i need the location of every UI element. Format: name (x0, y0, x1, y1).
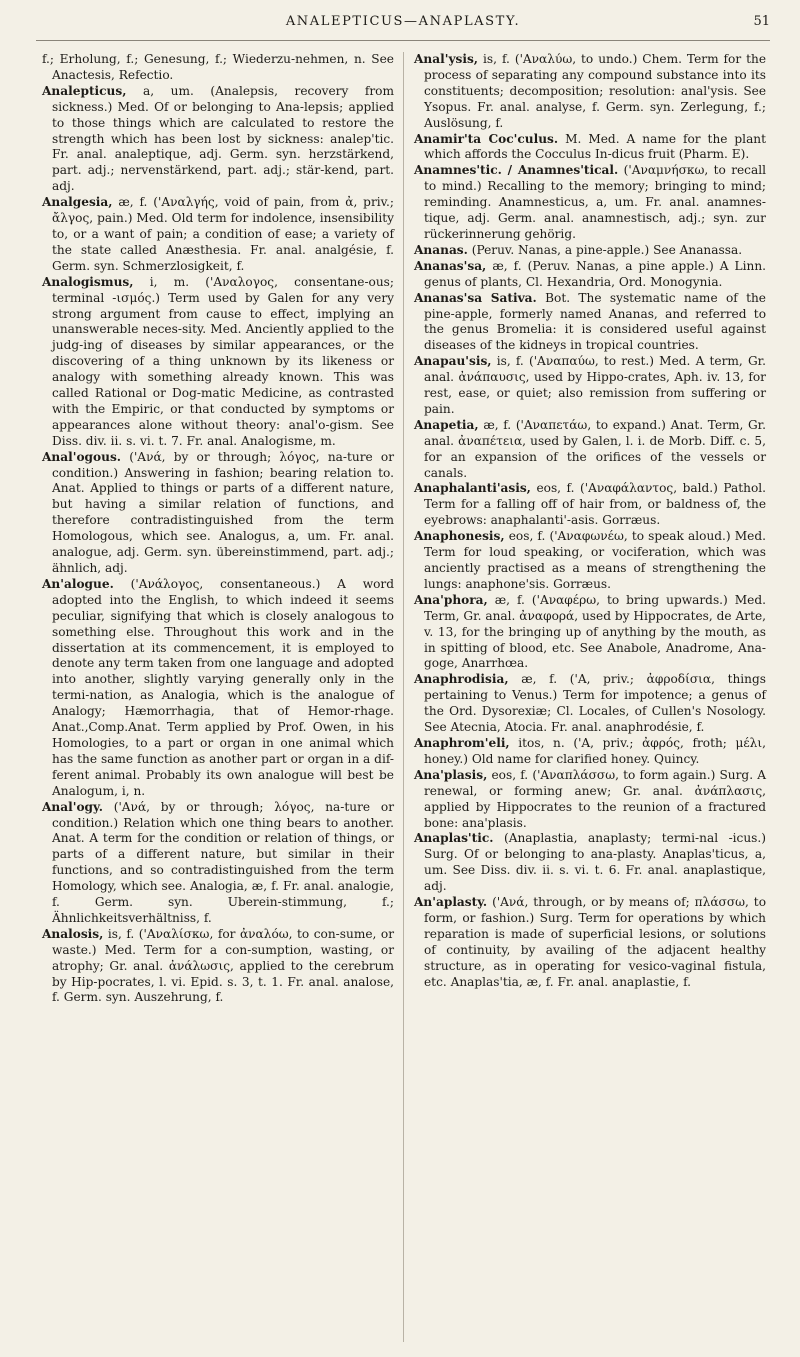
dictionary-entry (414, 672, 766, 736)
page-number: 51 (753, 14, 770, 29)
entry-headword: Anaphonesis, (414, 529, 505, 544)
dictionary-entry (42, 800, 394, 927)
dictionary-entry (414, 736, 766, 768)
entry-text: ('Ανά, by or through; λόγος, na-ture or condition.) Answering in fashion; bearing relation to. Anat. Applied to things or parts of a different nature, but having a similar relation of functions, and therefore contradistinguished from the term Homologous, which see. Analogus, a, um. Fr. anal. analogue, adj. Germ. syn. übereinstimmend, part. adj.; ähnlich, adj. (52, 449, 394, 575)
entry-headword: Analgesia, (42, 195, 113, 210)
entry-text: æ, f. ('Αναλγής, void of pain, from ἀ, priv.; ἄλγος, pain.) Med. Old term for indolence, insensibility to, or a want of pain; a condition of ease; a variety of the state called Anæsthesia. Fr. anal. analgésie, f. Germ. syn. Schmerzlosigkeit, f. (52, 195, 394, 273)
right-column (414, 52, 766, 990)
dictionary-entry (414, 768, 766, 832)
entry-text: æ, f. ('Αναπετάω, to expand.) Anat. Term, Gr. anal. ἀναπέτεια, used by Galen, l. i. de Morb. Diff. c. 5, for an expansion of the orifices of the vessels or canals. (424, 417, 767, 480)
dictionary-entry (42, 927, 394, 1007)
dictionary-entry (42, 52, 394, 84)
left-column (42, 52, 394, 1006)
dictionary-entry (414, 243, 766, 259)
entry-headword: Anaplas'tic. (414, 831, 494, 846)
dictionary-entry (414, 52, 766, 132)
entry-text: (Anaplastia, anaplasty; termi-nal -icus.) Surg. Of or belonging to ana-plasty. Anaplas'ticus, a, um. See Diss. div. ii. s. vi. t. 6. Fr. anal. anaplastique, adj. (424, 831, 766, 894)
column-divider (403, 52, 404, 1342)
entry-text: eos, f. ('Αναφωνέω, to speak aloud.) Med. Term for loud speaking, or vociferation, which was anciently practised as a means of strengthening the lungs: anaphone'sis. Gorræus. (424, 529, 767, 591)
entry-headword: Anamnes'tic. / Anamnes'tical. (414, 163, 619, 178)
entry-headword: Anaphalanti'asis, (414, 481, 531, 496)
entry-headword: An'alogue. (42, 576, 114, 591)
entry-text: (Peruv. Nanas, a pine-apple.) See Ananassa. (471, 242, 743, 257)
entry-headword: Ana'phora, (414, 592, 488, 607)
entry-headword: Ananas. (414, 242, 468, 257)
dictionary-entry (42, 577, 394, 800)
entry-text: i, m. ('Αναλογος, consentane-ous; terminal -ισμός.) Term used by Galen for any very strong argument from cause to effect, implying an unanswerable neces-sity. Med. Anciently applied to the judg-ing of diseases by similar appearances, or the discovering of a thing unknown by its likeness or analogy with something already known. This was called Rational or Dog-matic Medicine, as contrasted with the Empiric, or that conducted by symptoms or appearances alone without theory: anal'o-gism. See Diss. div. ii. s. vi. t. 7. Fr. anal. Analogisme, m. (52, 274, 394, 448)
dictionary-entry (414, 831, 766, 895)
entry-text: æ, f. ('Α, priv.; ἀφροδίσια, things pertaining to Venus.) Term for impotence; a genus of the Ord. Dysorexiæ; Cl. Locales, of Cullen's Nosology. See Atecnia, Atocia. Fr. anal. anaphrodésie, f. (424, 672, 767, 735)
entry-text: æ, f. (Peruv. Nanas, a pine apple.) A Linn. genus of plants, Cl. Hexandria, Ord. Monogynia. (424, 258, 766, 289)
entry-headword: Ananas'sa, (414, 258, 487, 273)
entry-text: ('Αναμνήσκω, to recall to mind.) Recalling to the memory; bringing to mind; reminding. Anamnesticus, a, um. Fr. anal. anamnes-tique, adj. Germ. anal. anamnestisch, adj.; syn. zur rückerinnerung gehörig. (424, 163, 766, 241)
entry-text: æ, f. ('Αναφέρω, to bring upwards.) Med. Term, Gr. anal. ἀναφορά, used by Hippocrates, de Arte, v. 13, for the bringing up of anything by the mouth, as in spitting of blood, etc. See Anabole, Anadrome, Ana-goge, Anarrhœa. (424, 592, 767, 671)
dictionary-entry (414, 291, 766, 355)
entry-text: eos, f. ('Αναφάλαντος, bald.) Pathol. Term for a falling off of hair from, or baldness of, the eyebrows: anaphalanti'-asis. Gorræus. (424, 481, 767, 528)
entry-headword: Analepticus, (42, 83, 127, 98)
entry-headword: Anapetia, (414, 417, 479, 432)
entry-text: ('Ανά, by or through; λόγος, na-ture or condition.) Relation which one thing bears to another. Anat. A term for the condition or relation of things, or parts of a different nature, but similar in their functions, and so contradistinguished from the term Homology, which see. Analogia, æ, f. Fr. anal. analogie, f. Germ. syn. Uberein-stimmung, f.; Ähnlichkeitsverhältniss, f. (52, 799, 394, 925)
dictionary-entry (414, 163, 766, 243)
running-head: ANALEPTICUS—ANAPLASTY. (285, 14, 521, 29)
dictionary-entry (414, 354, 766, 418)
dictionary-entry (414, 418, 766, 482)
entry-headword: Analosis, (42, 926, 104, 941)
entry-text: is, f. ('Αναλύω, to undo.) Chem. Term for the process of separating any compound substance into its constituents; decomposition; resolution: anal'ysis. See Ysopus. Fr. anal. analyse, f. Germ. syn. Zerlegung, f.; Auslösung, f. (424, 52, 767, 130)
entry-text: a, um. (Analepsis, recovery from sickness.) Med. Of or belonging to Ana-lepsis; applied to those things which are calculated to restore the strength which has been lost by sickness: analep'tic. Fr. anal. analeptique, adj. Germ. syn. herzstärkend, part. adj.; nervenstärkend, part. adj.; stär-kend, part. adj. (52, 83, 394, 194)
entry-headword: Anaphrodisia, (414, 672, 509, 687)
entry-text: M. Med. A name for the plant which affords the Cocculus In-dicus fruit (Pharm. E). (424, 131, 767, 162)
entry-headword: Ananas'sa Sativa. (414, 290, 537, 305)
entry-text: is, f. ('Αναπαύω, to rest.) Med. A term, Gr. anal. ἀνάπαυσις, used by Hippo-crates, Aph. iv. 13, for rest, ease, or quiet; also remission from suffering or pain. (424, 354, 766, 416)
entry-headword: Anal'ogy. (42, 799, 103, 814)
entry-text: itos, n. ('Α, priv.; ἀφρός, froth; μέλι, honey.) Old name for clarified honey. Quincy. (424, 735, 766, 766)
dictionary-entry (414, 529, 766, 593)
entry-headword: Anal'ogous. (42, 449, 122, 464)
entry-text: is, f. ('Αναλίσκω, for ἀναλόω, to con-sume, or waste.) Med. Term for a con-sumption, wasting, or atrophy; Gr. anal. ἀνάλωσις, applied to the cerebrum by Hip-pocrates, l. vi. Epid. s. 3, t. 1. Fr. anal. analose, f. Germ. syn. Auszehrung, f. (52, 926, 395, 1005)
entry-text: eos, f. ('Αναπλάσσω, to form again.) Surg. A renewal, or forming anew; Gr. anal. ἀνάπλασις, applied by Hippocrates to the reunion of a fractured bone: ana'plasis. (424, 767, 766, 830)
dictionary-entry (414, 481, 766, 529)
entry-text: Bot. The systematic name of the pine-apple, formerly named Ananas, and referred to the genus Bromelia: it is considered useful against diseases of the kidneys in tropical countries. (424, 290, 766, 353)
dictionary-entry (42, 84, 394, 195)
entry-text: ('Ανά, through, or by means of; πλάσσω, to form, or fashion.) Surg. Term for operations by which reparation is made of superficial lesions, or solutions of continuity, by availing of the adjacent healthy structure, as in operating for vesico-vaginal fistula, etc. Anaplas'tia, æ, f. Fr. anal. anaplastie, f. (424, 895, 766, 989)
entry-text: f.; Erholung, f.; Genesung, f.; Wiederzu-nehmen, n. See Anactesis, Refectio. (42, 52, 394, 82)
dictionary-entry (414, 132, 766, 164)
entry-headword: Anal'ysis, (414, 52, 479, 66)
entry-text: ('Ανάλογος, consentaneous.) A word adopted into the English, to which indeed it seems peculiar, signifying that which is closely analogous to something else. Throughout this work and in the dissertation at its commencement, it is employed to denote any term taken from one language and adopted into another, slightly varying generally only in the termi-nation, as Analogia, which is the analogue of Analogy; Hæmorrhagia, that of Hemor-rhage. Anat.,Comp.Anat. Term applied by Prof. Owen, in his Homologies, to a part or organ in one animal which has the same function as another part or organ in a dif-ferent animal. Probably its own analogue will best be Analogum, i, n. (52, 576, 394, 798)
entry-headword: An'aplasty. (414, 895, 488, 910)
entry-headword: Analogismus, (42, 274, 134, 289)
page-header (36, 14, 770, 41)
dictionary-entry (42, 275, 394, 450)
dictionary-entry (414, 259, 766, 291)
dictionary-entry (42, 195, 394, 275)
dictionary-entry (42, 450, 394, 577)
entry-headword: Anaphrom'eli, (414, 735, 510, 750)
dictionary-entry (414, 895, 766, 990)
entry-headword: Anapau'sis, (414, 354, 492, 369)
entry-headword: Anamir'ta Coc'culus. (414, 131, 559, 146)
dictionary-entry (414, 593, 766, 673)
entry-headword: Ana'plasis, (414, 767, 488, 782)
